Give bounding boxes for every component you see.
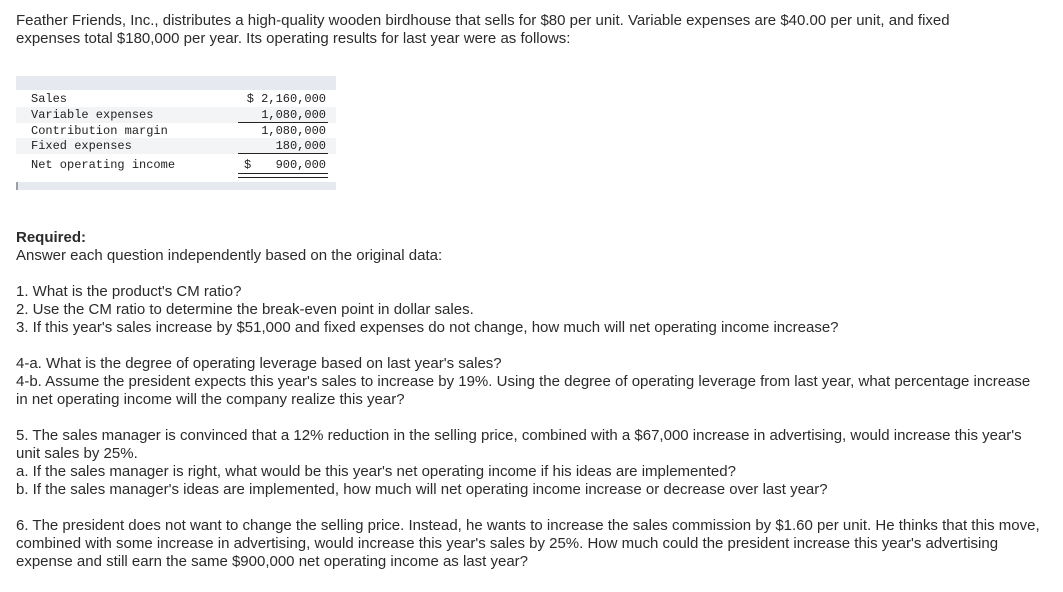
row-value: 1,080,000 [261,108,326,122]
row-label: Contribution margin [31,124,168,138]
income-statement-table [16,76,336,190]
question-4a: 4-a. What is the degree of operating leverage based on last year's sales? [16,355,502,372]
question-6: 6. The president does not want to change the selling price. Instead, he wants to increase the sales commission by $1.60 per unit. He thinks that this move, combined with some increase in advertising, would increase this year's sales by 25%. How much could the president increase this year's advertising expense and still earn the same $900,000 net operating income as last year? [16,517,1040,570]
question-3: 3. If this year's sales increase by $51,000 and fixed expenses do not change, how much will net operating income increase? [16,319,839,336]
table-row-net-operating-income [16,157,336,173]
table-header-bar [16,76,336,90]
required-heading: Required: [16,229,87,246]
problem-page [16,12,1046,48]
row-value: $ 2,160,000 [246,92,326,106]
table-row-fixed-expenses [16,138,336,154]
total-double-rule [238,173,328,178]
question-5: 5. The sales manager is convinced that a 12% reduction in the selling price, combined with a $67,000 increase in advertising, would increase this year's unit sales by 25%. [16,427,1022,462]
question-group-6 [16,517,1046,571]
row-value: 1,080,000 [261,124,326,138]
row-value: 180,000 [275,139,326,153]
question-1: 1. What is the product's CM ratio? [16,283,242,300]
table-footer-bar [16,182,336,190]
table-row-contribution-margin [16,123,336,139]
row-label: Net operating income [31,158,176,172]
question-group-5 [16,427,1046,499]
row-label: Variable expenses [31,108,154,122]
question-5b: b. If the sales manager's ideas are implemented, how much will net operating income increase or decrease over last year? [16,481,828,498]
required-section [16,229,1046,571]
subtotal-rule [238,153,328,154]
table-row-variable-expenses [16,107,336,123]
required-subheading: Answer each question independently based on the original data: [16,247,443,264]
question-4b: 4-b. Assume the president expects this year's sales to increase by 19%. Using the degree of operating leverage from last year, what percentage increase in net operating income will the company realize this year? [16,373,1031,408]
table-row-sales [16,91,336,107]
question-group-4 [16,355,1046,409]
intro-paragraph: Feather Friends, Inc., distributes a high-quality wooden birdhouse that sells for $80 per unit. Variable expenses are $40.00 per unit, and fixed expenses total $180,000 per year. Its operating results for last year were as follows: [16,12,950,47]
row-currency: $ [244,158,252,172]
row-value: 900,000 [275,158,326,172]
question-2: 2. Use the CM ratio to determine the break-even point in dollar sales. [16,301,474,318]
row-label: Fixed expenses [31,139,132,153]
question-group-1-3 [16,283,1046,337]
row-label: Sales [31,92,68,106]
question-5a: a. If the sales manager is right, what would be this year's net operating income if his ideas are implemented? [16,463,736,480]
